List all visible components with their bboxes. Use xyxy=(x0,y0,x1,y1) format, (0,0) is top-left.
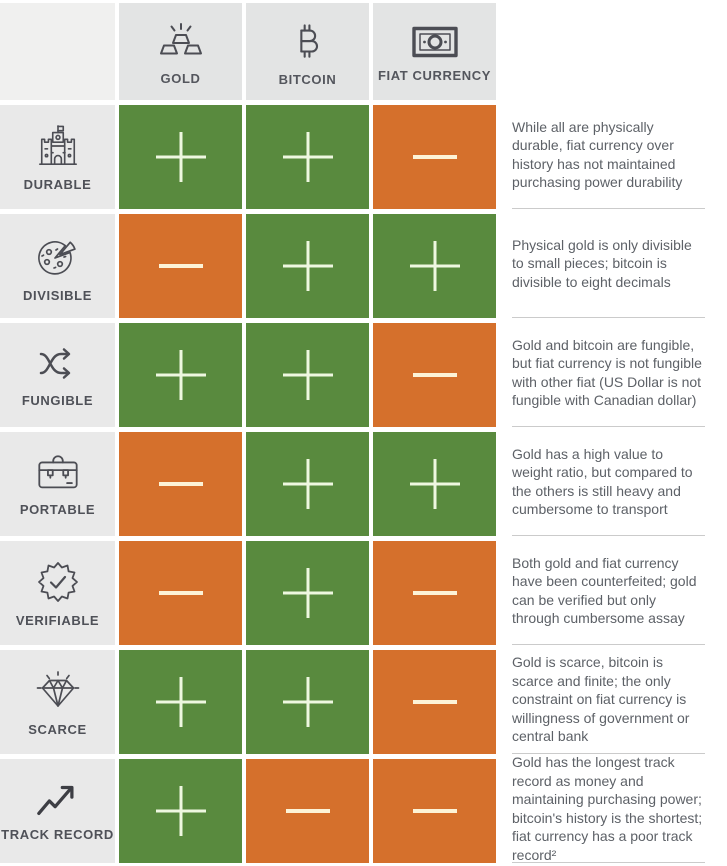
column-header-label: BITCOIN xyxy=(278,71,337,87)
note-text: Gold has a high value to weight ratio, but compared to the others is still heavy and cumbersome to transport xyxy=(512,445,693,517)
sign-icon xyxy=(282,567,334,619)
cell-fungible-bitcoin xyxy=(246,323,369,427)
banknote-icon xyxy=(411,25,459,59)
column-header-label: GOLD xyxy=(160,70,201,86)
sign-icon xyxy=(282,240,334,292)
row-label-text: FUNGIBLE xyxy=(21,393,94,408)
sign-icon xyxy=(155,458,207,510)
row-note-durable xyxy=(512,105,705,209)
row-label-track-record xyxy=(0,759,115,863)
sign-icon xyxy=(155,240,207,292)
note-text: Gold is scarce, bitcoin is scarce and finite; the only constraint on fiat currency is willingness of government or central bank xyxy=(512,654,690,745)
sign-icon xyxy=(155,567,207,619)
cell-divisible-bitcoin xyxy=(246,214,369,318)
note-text: Gold and bitcoin are fungible, but fiat currency is not fungible with other fiat (US Dollar is not fungible with Canadian dollar) xyxy=(512,336,702,408)
sign-icon xyxy=(282,676,334,728)
cell-track-record-gold xyxy=(119,759,242,863)
cell-portable-fiat xyxy=(373,432,496,536)
castle-icon xyxy=(35,124,81,168)
row-note-scarce xyxy=(512,650,705,754)
sign-icon xyxy=(155,676,207,728)
sign-icon xyxy=(409,240,461,292)
row-note-fungible xyxy=(512,323,705,427)
column-header-bitcoin xyxy=(246,3,369,100)
row-note-divisible xyxy=(512,214,705,318)
row-label-durable xyxy=(0,105,115,209)
briefcase-icon xyxy=(35,453,81,493)
note-text: Gold has the longest track record as money and maintaining purchasing power; bitcoin's history is the shortest; fiat currency has a poor track record² xyxy=(512,754,703,863)
cell-verifiable-fiat xyxy=(373,541,496,645)
cell-scarce-bitcoin xyxy=(246,650,369,754)
row-label-verifiable xyxy=(0,541,115,645)
cell-portable-gold xyxy=(119,432,242,536)
sign-icon xyxy=(409,676,461,728)
corner-cell xyxy=(0,3,115,100)
pizza-icon xyxy=(34,231,82,279)
row-note-portable xyxy=(512,432,705,536)
column-header-gold xyxy=(119,3,242,100)
sign-icon xyxy=(409,131,461,183)
row-label-text: PORTABLE xyxy=(19,502,96,517)
gold-bars-icon xyxy=(157,22,205,62)
cell-scarce-fiat xyxy=(373,650,496,754)
sign-icon xyxy=(155,785,207,837)
cell-track-record-bitcoin xyxy=(246,759,369,863)
row-label-text: DIVISIBLE xyxy=(23,288,92,303)
shuffle-arrows-icon xyxy=(36,344,80,384)
row-note-track-record xyxy=(512,754,705,863)
cell-durable-fiat xyxy=(373,105,496,209)
sign-icon xyxy=(282,785,334,837)
row-label-scarce xyxy=(0,650,115,754)
row-label-portable xyxy=(0,432,115,536)
note-text: While all are physically durable, fiat currency over history has not maintained purchasing power durability xyxy=(512,118,683,190)
row-label-divisible xyxy=(0,214,115,318)
bitcoin-icon xyxy=(289,21,327,63)
note-text: Physical gold is only divisible to small pieces; bitcoin is divisible to eight decimals xyxy=(512,236,692,290)
header-note-spacer xyxy=(500,3,727,100)
row-label-fungible xyxy=(0,323,115,427)
cell-divisible-gold xyxy=(119,214,242,318)
cell-portable-bitcoin xyxy=(246,432,369,536)
sign-icon xyxy=(409,785,461,837)
cell-durable-gold xyxy=(119,105,242,209)
sign-icon xyxy=(409,458,461,510)
cell-durable-bitcoin xyxy=(246,105,369,209)
trend-up-arrow-icon xyxy=(35,782,81,818)
sign-icon xyxy=(282,349,334,401)
cell-track-record-fiat xyxy=(373,759,496,863)
sign-icon xyxy=(282,458,334,510)
row-label-text: SCARCE xyxy=(28,722,87,737)
row-note-verifiable xyxy=(512,541,705,645)
cell-verifiable-bitcoin xyxy=(246,541,369,645)
badge-check-icon xyxy=(36,560,80,604)
diamond-icon xyxy=(34,669,82,713)
row-label-text: DURABLE xyxy=(23,177,92,192)
row-label-text: TRACK RECORD xyxy=(1,827,114,842)
row-label-text: VERIFIABLE xyxy=(15,613,100,628)
column-header-label: FIAT CURRENCY xyxy=(378,67,491,83)
cell-fungible-gold xyxy=(119,323,242,427)
sign-icon xyxy=(409,349,461,401)
sign-icon xyxy=(409,567,461,619)
cell-scarce-gold xyxy=(119,650,242,754)
cell-verifiable-gold xyxy=(119,541,242,645)
column-header-fiat xyxy=(373,3,496,100)
sign-icon xyxy=(282,131,334,183)
sign-icon xyxy=(155,349,207,401)
cell-fungible-fiat xyxy=(373,323,496,427)
note-text: Both gold and fiat currency have been counterfeited; gold can be verified but only through cumbersome assay xyxy=(512,554,697,626)
sign-icon xyxy=(155,131,207,183)
cell-divisible-fiat xyxy=(373,214,496,318)
